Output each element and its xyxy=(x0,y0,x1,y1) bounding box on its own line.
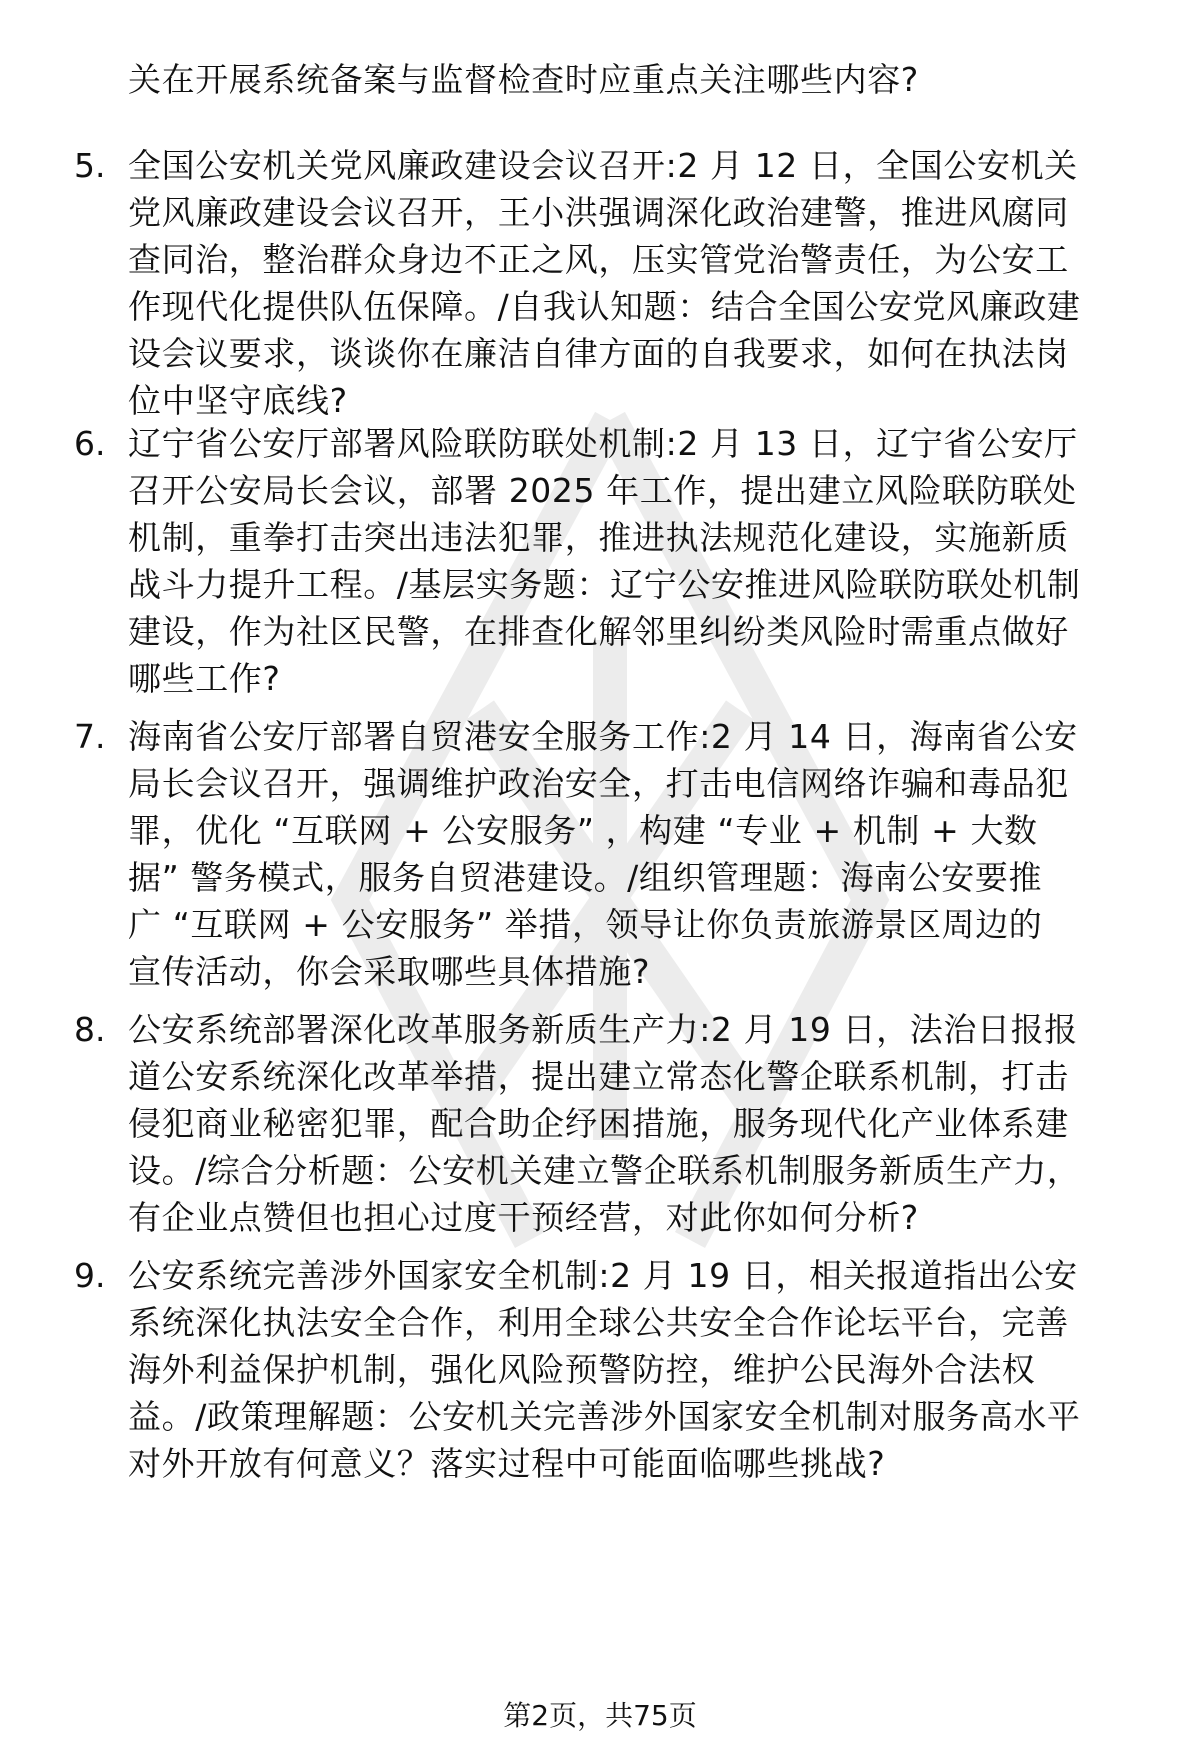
item-line: 作现代化提供队伍保障。/自我认知题：结合全国公安党风廉政建 xyxy=(128,287,1081,326)
item-number: 5. xyxy=(74,146,106,185)
item-line: 设。/综合分析题：公安机关建立警企联系机制服务新质生产力， xyxy=(128,1151,1081,1190)
item-line: 位中坚守底线? xyxy=(128,381,348,420)
item-line: 罪，优化 “互联网 + 公安服务” ，构建 “专业 + 机制 + 大数 xyxy=(128,811,1038,850)
item-line: 建设，作为社区民警，在排查化解邻里纠纷类风险时需重点做好 xyxy=(128,612,1069,651)
item-line: 对外开放有何意义？落实过程中可能面临哪些挑战? xyxy=(128,1444,886,1483)
item-line: 查同治，整治群众身边不正之风，压实管党治警责任，为公安工 xyxy=(128,240,1069,279)
item-number: 8. xyxy=(74,1010,106,1049)
item-line: 哪些工作? xyxy=(128,659,281,698)
page-number-footer: 第2页，共75页 xyxy=(503,1699,697,1732)
item-line: 公安系统完善涉外国家安全机制:2 月 19 日，相关报道指出公安 xyxy=(128,1256,1078,1295)
continuation-line: 关在开展系统备案与监督检查时应重点关注哪些内容? xyxy=(128,60,919,99)
item-line: 广 “互联网 + 公安服务” 举措，领导让你负责旅游景区周边的 xyxy=(128,905,1043,944)
item-line: 全国公安机关党风廉政建设会议召开:2 月 12 日，全国公安机关 xyxy=(128,146,1078,185)
item-line: 系统深化执法安全合作，利用全球公共安全合作论坛平台，完善 xyxy=(128,1303,1069,1342)
item-line: 道公安系统深化改革举措，提出建立常态化警企联系机制，打击 xyxy=(128,1057,1069,1096)
item-line: 有企业点赞但也担心过度干预经营，对此你如何分析? xyxy=(128,1198,919,1237)
item-line: 海南省公安厅部署自贸港安全服务工作:2 月 14 日，海南省公安 xyxy=(128,717,1078,756)
item-line: 海外利益保护机制，强化风险预警防控，维护公民海外合法权 xyxy=(128,1350,1036,1389)
item-line: 设会议要求，谈谈你在廉洁自律方面的自我要求，如何在执法岗 xyxy=(128,334,1069,373)
item-number: 7. xyxy=(74,717,106,756)
item-line: 局长会议召开，强调维护政治安全，打击电信网络诈骗和毒品犯 xyxy=(128,764,1069,803)
item-number: 9. xyxy=(74,1256,106,1295)
item-line: 宣传活动，你会采取哪些具体措施? xyxy=(128,952,651,991)
item-line: 公安系统部署深化改革服务新质生产力:2 月 19 日，法治日报报 xyxy=(128,1010,1078,1049)
item-line: 益。/政策理解题：公安机关完善涉外国家安全机制对服务高水平 xyxy=(128,1397,1081,1436)
item-line: 战斗力提升工程。/基层实务题：辽宁公安推进风险联防联处机制 xyxy=(128,565,1081,604)
item-line: 党风廉政建设会议召开，王小洪强调深化政治建警，推进风腐同 xyxy=(128,193,1069,232)
item-line: 机制，重拳打击突出违法犯罪，推进执法规范化建设，实施新质 xyxy=(128,518,1069,557)
item-line: 辽宁省公安厅部署风险联防联处机制:2 月 13 日，辽宁省公安厅 xyxy=(128,424,1078,463)
item-line: 召开公安局长会议，部署 2025 年工作，提出建立风险联防联处 xyxy=(128,471,1077,510)
item-number: 6. xyxy=(74,424,106,463)
item-line: 侵犯商业秘密犯罪，配合助企纾困措施，服务现代化产业体系建 xyxy=(128,1104,1069,1143)
item-line: 据” 警务模式，服务自贸港建设。/组织管理题：海南公安要推 xyxy=(128,858,1043,897)
